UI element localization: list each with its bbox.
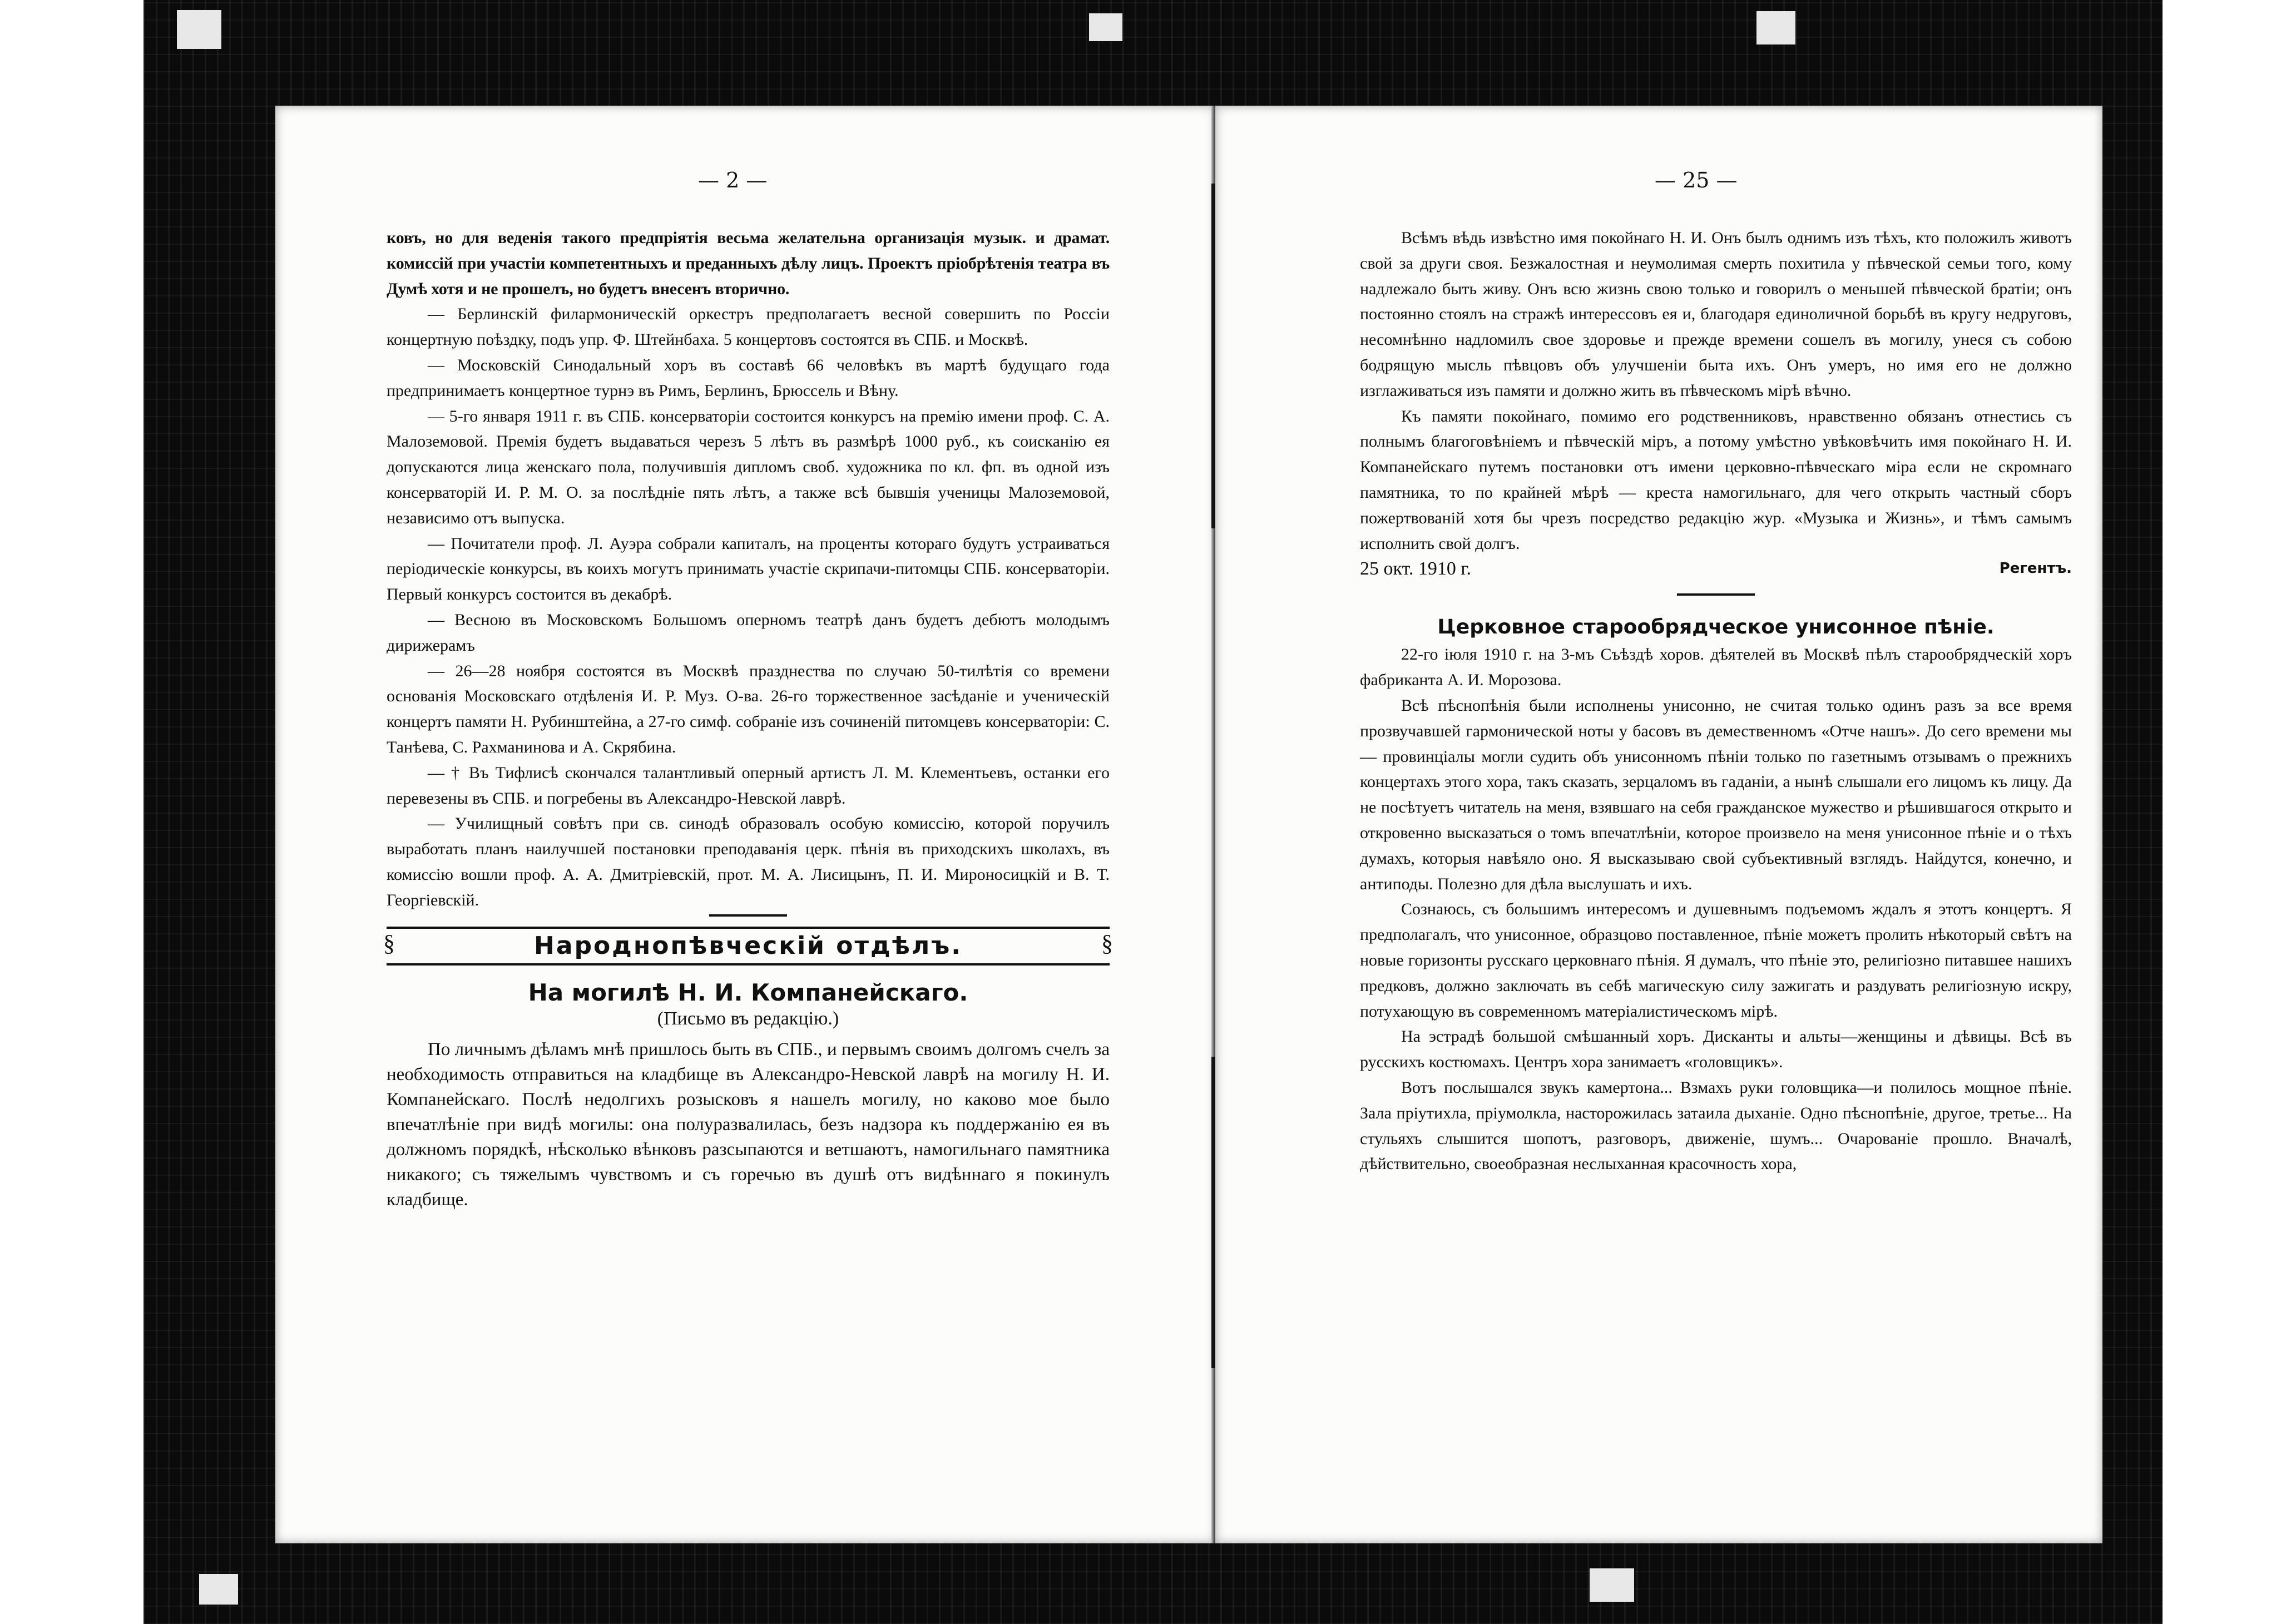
news-item: — Весною въ Московскомъ Большомъ оперномъ театрѣ данъ будетъ дебютъ молодымъ дирижерамъ [387, 610, 1110, 655]
news-item: — † Въ Тифлисѣ скончался талантливый оперный артистъ Л. М. Клементьевъ, останки его перевезены въ СПБ. и погребены въ Александро-Невской лаврѣ. [387, 763, 1110, 808]
film-hole [199, 1574, 238, 1605]
article-paragraph: На эстрадѣ большой смѣшанный хоръ. Дисканты и альты—женщины и дѣвицы. Всѣ въ русскихъ костюмахъ. Центръ хора занимаетъ «головщикъ». [1360, 1027, 2072, 1072]
news-item: ковъ, но для веденія такого предпріятія весьма желательна организація музык. и драмат. комиссій при участіи компетентныхъ и преданныхъ дѣлу лицъ. Проектъ пріобрѣтенія театра въ Думѣ хотя и не прошелъ, но будетъ внесенъ вторично. [387, 229, 1110, 298]
article-title: На могилѣ Н. И. Компанейскаго. [528, 978, 968, 1006]
letter-paragraph: По личнымъ дѣламъ мнѣ пришлось быть въ СПБ., и первымъ своимъ долгомъ счелъ за необходимость отправиться на кладбище въ Александро-Невской лаврѣ на могилу Н. И. Компанейскаго. Послѣ недолгихъ розысковъ я нашелъ могилу, но каково мое было впечатлѣніе при видѣ могилы: она полуразвалилась, безъ надзора къ поддержанію ея въ должномъ порядкѣ, нѣсколько вѣнковъ разсыпаются и ветшаютъ, намогильнаго памятника никакого; съ тяжелымъ чувствомъ и съ горечью въ душѣ отъ видѣннаго я покинулъ кладбище. [387, 1039, 1110, 1210]
right-column [1360, 225, 2072, 1177]
letter-paragraph: Всѣмъ вѣдь извѣстно имя покойнаго Н. И. Онъ былъ однимъ изъ тѣхъ, кто положилъ животъ свой за други своя. Безжалостная и неумолимая смерть похитила у пѣвческой семьи того, кому надлежало быть живу. Онъ всю жизнь свою только и говорилъ о меньшей пѣвческой братіи; онъ постоянно стоялъ на стражѣ интерессовъ ея и, благодаря единоличной борьбѣ въ кругу недруговъ, несомнѣнно надломилъ свое здоровье и прежде времени сошелъ въ могилу, унеся съ собою бодрящую мысль пѣвцовъ объ улучшеніи быта ихъ. Онъ умеръ, но имя его не должно изглаживаться изъ памяти и должно жить въ пѣвческомъ мірѣ вѣчно. [1360, 229, 2072, 400]
page-number: — 2 — [698, 168, 768, 192]
letter-paragraph: Къ памяти покойнаго, помимо его родственниковъ, нравственно обязанъ отнестись съ полнымъ благоговѣніемъ и пѣвческій міръ, а потому умѣстно увѣковѣчить имя покойнаго Н. И. Компанейскаго путемъ постановки отъ имени церковно-пѣвческаго міра если не скромнаго памятника, то по крайней мѣрѣ — креста намогильнаго, для чего открыть частный сборъ пожертвованій хотя бы чрезъ посредство редакцію жур. «Музыка и Жизнь», и тѣмъ самымъ исполнить свой долгъ. [1360, 407, 2072, 553]
signature-line [1360, 556, 2072, 581]
film-hole [1590, 1568, 1634, 1602]
section-header-box [383, 927, 1113, 966]
article-paragraph: Всѣ пѣснопѣнія были исполнены унисонно, не считая только одинъ разъ за все время прозвучавшей гармонической ноты у басовъ въ демественномъ «Отче нашъ». До сего времени мы — провинціалы могли судить объ унисонномъ пѣніи только по газетнымъ отзывамъ о прежнихъ концертахъ этого хора, такъ сказать, зерцаломъ въ гаданіи, а нынѣ слышали его лицомъ къ лицу. Да не посѣтуетъ читатель на меня, взявшаго на себя гражданское мужество и рѣшившагося открыто и откровенно высказаться о томъ впечатлѣніи, которое произвело на меня унисонное пѣніе и о тѣхъ думахъ, которыя навѣяло оно. Я высказываю свой субъективный взглядъ. Найдутся, конечно, и антиподы. Полезно для дѣла выслушать и ихъ. [1360, 696, 2072, 893]
article-paragraph: Вотъ послышался звукъ камертона... Взмахъ руки головщика—и полилось мощное пѣніе. Зала пріутихла, пріумолкла, насторожилась затаила дыханіе. Одно пѣснопѣніе, другое, третье... На стульяхъ слышится шопотъ, разговоръ, движеніе, шумъ... Очарованіе прошло. Вначалѣ, дѣйствительно, своеобразная неслыханная красочность хора, [1360, 1078, 2072, 1174]
page-number: — 25 — [1655, 168, 1738, 192]
news-item: — Училищный совѣтъ при св. синодѣ образовалъ особую комиссію, которой поручилъ выработать планъ наилучшей постановки преподаванія церк. пѣнія въ приходскихъ школахъ, въ комиссію вошли проф. А. А. Дмитріевскій, прот. М. А. Лисицынъ, П. И. Мироносицкій и В. Т. Георгіевскій. [387, 814, 1110, 909]
letter-body [387, 1037, 1110, 1212]
article-title: Церковное старообрядческое унисонное пѣніе. [1437, 616, 1995, 639]
letter-date: 25 окт. 1910 г. [1360, 558, 1471, 580]
article-subtitle: (Письмо въ редакцію.) [657, 1008, 839, 1029]
separator-rule [1677, 593, 1755, 596]
news-item: — Почитатели проф. Л. Ауэра собрали капиталъ, на проценты котораго будутъ устраиваться періодическіе конкурсы, въ коихъ могутъ принимать участіе скрипачи-питомцы СПБ. консерваторіи. Первый конкурсъ состоится въ декабрѣ. [387, 534, 1110, 604]
section-title: Народнопѣвческій отдѣлъ. [534, 931, 962, 960]
news-item: — Московскій Синодальный хоръ въ составѣ 66 человѣкъ въ мартѣ будущаго года предпринимаетъ концертное турнэ въ Римъ, Берлинъ, Брюссель и Вѣну. [387, 355, 1110, 400]
left-page [275, 106, 1215, 1543]
film-hole [1756, 11, 1795, 44]
news-item: — Берлинскій филармоническій оркестръ предполагаетъ весной совершить по Россіи концертную поѣздку, подъ упр. Ф. Штейнбаха. 5 концертовъ состоятся въ СПБ. и Москвѣ. [387, 305, 1110, 349]
film-hole [177, 10, 221, 49]
news-item: — 5-го января 1911 г. въ СПБ. консерваторіи состоится конкурсъ на премію имени проф. С. А. Малоземовой. Премія будетъ выдаваться черезъ 5 лѣтъ въ размѣрѣ 1000 руб., къ соисканію ея допускаются лица женскаго пола, получившія дипломъ своб. художника по кл. фп. въ одной изъ консерваторій И. Р. М. О. за послѣдніе пять лѣтъ, а также всѣ бывшія ученицы Малоземовой, независимо отъ выпуска. [387, 407, 1110, 527]
film-hole [1089, 13, 1122, 41]
letter-signature: Регентъ. [1999, 560, 2072, 577]
left-column [383, 225, 1113, 1212]
news-item: — 26—28 ноября состоятся въ Москвѣ празднества по случаю 50-тилѣтія со времени основанія Московскаго отдѣленія И. Р. Муз. О-ва. 26-го торжественное засѣданіе и ученическій концертъ памяти Н. Рубинштейна, а 27-го симф. собраніе изъ сочиненій питомцевъ консерваторіи: С. Танѣева, С. Рахманинова и А. Скрябина. [387, 661, 1110, 756]
ornament-left-icon: § [383, 930, 395, 957]
article-paragraph: Сознаюсь, съ большимъ интересомъ и душевнымъ подъемомъ ждалъ я этотъ концертъ. Я предполагалъ, что унисонное, образцово поставленное, пѣніе можетъ пролить нѣкоторый свѣтъ на новые горизонты русскаго церковнаго пѣнія. Я думалъ, что пѣніе это, религіозно питавшее нашихъ предковъ, должно заключать въ себѣ магическую силу зажигать и раздувать религіозную искру, потухающую въ современномъ матеріалистическомъ мірѣ. [1360, 900, 2072, 1021]
separator-rule [709, 914, 787, 917]
right-page [1215, 106, 2102, 1543]
ornament-right-icon: § [1101, 930, 1113, 957]
article-paragraph: 22-го іюля 1910 г. на 3-мъ Съѣздѣ хоров. дѣятелей въ Москвѣ пѣлъ старообрядческій хоръ фабриканта А. И. Морозова. [1360, 645, 2072, 690]
